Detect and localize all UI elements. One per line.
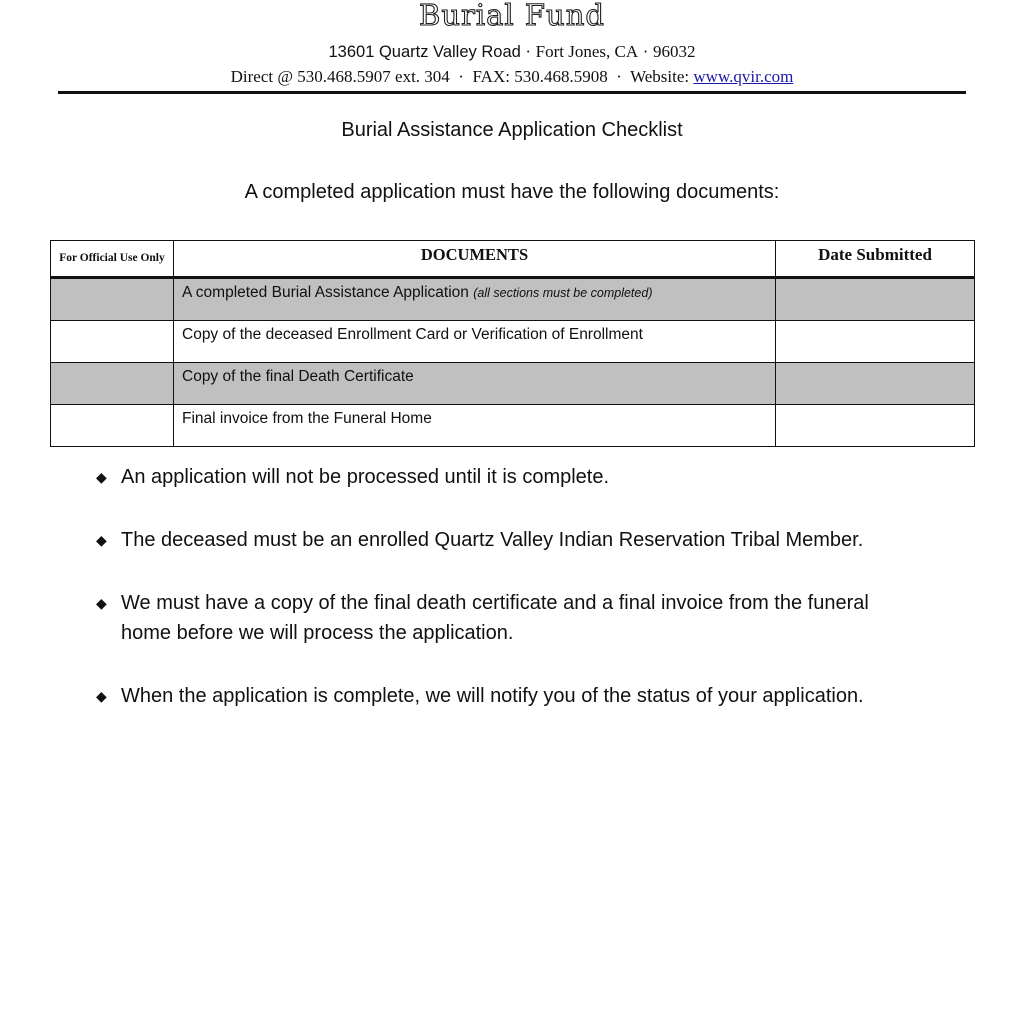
document-name: Copy of the final Death Certificate: [182, 368, 414, 385]
diamond-bullet-icon: ◆: [96, 688, 107, 704]
website-label: Website:: [630, 67, 690, 86]
page-title: Burial Fund: [419, 0, 605, 32]
list-item: [96, 525, 916, 555]
website-link[interactable]: www.qvir.com: [693, 67, 794, 86]
document-name: Final invoice from the Funeral Home: [182, 410, 432, 427]
date-submitted-cell[interactable]: [776, 278, 975, 321]
separator: ·: [458, 67, 464, 86]
separator: ·: [642, 42, 649, 61]
table-row: [51, 321, 975, 363]
separator: ·: [525, 42, 532, 61]
separator: ·: [616, 67, 622, 86]
fax-number: FAX: 530.468.5908: [472, 67, 608, 86]
document-cell: [174, 278, 776, 321]
contact-line: [0, 67, 1024, 87]
date-submitted-cell[interactable]: [776, 321, 975, 363]
list-item-text: The deceased must be an enrolled Quartz Valley Indian Reservation Tribal Member.: [121, 529, 864, 551]
date-submitted-cell[interactable]: [776, 405, 975, 447]
list-item: [96, 462, 916, 492]
date-submitted-cell[interactable]: [776, 363, 975, 405]
header-divider: [58, 91, 966, 94]
requirements-list: [96, 462, 916, 744]
address-zip: 96032: [653, 42, 696, 61]
list-item: [96, 588, 916, 648]
header-documents: DOCUMENTS: [174, 241, 776, 278]
official-use-cell[interactable]: [51, 405, 174, 447]
diamond-bullet-icon: ◆: [96, 532, 107, 548]
table-row: [51, 278, 975, 321]
official-use-cell[interactable]: [51, 363, 174, 405]
documents-table: [50, 240, 975, 447]
header-date-submitted: Date Submitted: [776, 241, 975, 278]
official-use-cell[interactable]: [51, 278, 174, 321]
list-item: [96, 681, 916, 711]
list-item-text: We must have a copy of the final death certificate and a final invoice from the funeral home before we will process the application.: [121, 592, 869, 644]
header-official-use: For Official Use Only: [51, 241, 174, 278]
document-note: (all sections must be completed): [473, 286, 653, 300]
address-city: Fort Jones, CA: [535, 42, 639, 61]
diamond-bullet-icon: ◆: [96, 469, 107, 485]
document-cell: [174, 405, 776, 447]
list-item-text: When the application is complete, we will notify you of the status of your application.: [121, 685, 864, 707]
list-item-text: An application will not be processed until it is complete.: [121, 466, 610, 488]
address-line: [0, 42, 1024, 62]
document-name: Copy of the deceased Enrollment Card or Verification of Enrollment: [182, 326, 643, 343]
address-street: 13601 Quartz Valley Road: [328, 43, 521, 61]
diamond-bullet-icon: ◆: [96, 595, 107, 611]
document-intro: A completed application must have the following documents:: [244, 181, 780, 203]
document-cell: [174, 363, 776, 405]
document-name: A completed Burial Assistance Application: [182, 284, 469, 301]
table-row: [51, 405, 975, 447]
document-cell: [174, 321, 776, 363]
table-row: [51, 363, 975, 405]
official-use-cell[interactable]: [51, 321, 174, 363]
table-header-row: [51, 241, 975, 278]
direct-phone: Direct @ 530.468.5907 ext. 304: [230, 67, 450, 86]
document-subtitle: Burial Assistance Application Checklist: [341, 119, 683, 141]
